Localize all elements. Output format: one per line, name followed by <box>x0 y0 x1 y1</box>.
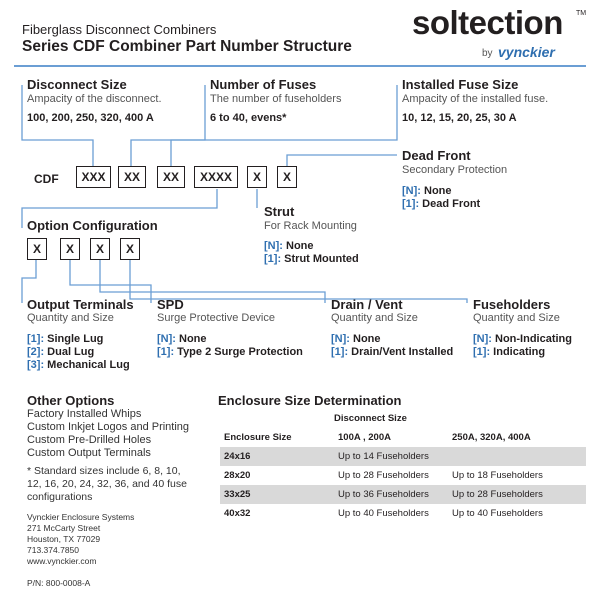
part-box-fuses: XX <box>118 166 146 188</box>
enclosure-group-header: Disconnect Size <box>334 413 407 424</box>
spd-label-none: None <box>175 333 207 345</box>
fuseholders-desc: Quantity and Size <box>473 312 560 324</box>
table-row <box>220 504 586 523</box>
disconnect-size-title: Disconnect Size <box>27 77 127 92</box>
spd-code-n: [N]: <box>157 333 176 345</box>
address-line: 713.374.7850 <box>27 545 79 555</box>
output-terminals-option-1 <box>27 333 103 345</box>
option-configuration-title: Option Configuration <box>27 218 158 233</box>
table-row <box>220 466 586 485</box>
number-of-fuses-values: 6 to 40, evens* <box>210 112 287 124</box>
other-options-title: Other Options <box>27 393 115 408</box>
part-prefix: CDF <box>34 172 59 186</box>
part-number-label: P/N: 800-0008-A <box>27 578 91 588</box>
part-box-disconnect: XXX <box>76 166 111 188</box>
other-options-list <box>27 408 189 460</box>
option-box-output-terminals: X <box>27 238 47 260</box>
number-of-fuses-desc: The number of fuseholders <box>210 93 342 105</box>
spd-label-1: Type 2 Surge Protection <box>174 346 303 358</box>
output-terminals-label-1: Single Lug <box>44 333 104 345</box>
drain-vent-option-none <box>331 333 381 345</box>
other-option-item: Custom Inkjet Logos and Printing <box>27 421 190 433</box>
part-box-fuse-size: XX <box>157 166 185 188</box>
enclosure-table <box>220 428 586 523</box>
logo-wordmark: soltection <box>412 4 563 41</box>
part-box-strut: X <box>247 166 267 188</box>
fuseholders-option-1 <box>473 346 545 358</box>
installed-fuse-size-title: Installed Fuse Size <box>402 77 519 92</box>
fuseholders-code-n: [N]: <box>473 333 492 345</box>
strut-title: Strut <box>264 204 295 219</box>
drain-vent-label-none: None <box>349 333 381 345</box>
logo-trademark: TM <box>576 10 587 17</box>
dead-front-code-1: [1]: <box>402 198 420 210</box>
enclosure-size-cell: 33x25 <box>220 485 334 504</box>
col-header: 100A , 200A <box>338 432 391 443</box>
output-terminals-label-3: Mechanical Lug <box>44 359 130 371</box>
dead-front-option-none <box>402 185 452 197</box>
other-option-item: Custom Pre-Drilled Holes <box>27 434 152 446</box>
document-title: Series CDF Combiner Part Number Structure <box>22 38 352 55</box>
table-cell: Up to 28 Fuseholders <box>448 485 586 504</box>
address-line: Vynckier Enclosure Systems <box>27 512 135 522</box>
installed-fuse-size-desc: Ampacity of the installed fuse. <box>402 93 549 105</box>
dead-front-option-1 <box>402 198 480 210</box>
fuseholders-code-1: [1]: <box>473 346 491 358</box>
number-of-fuses-title: Number of Fuses <box>210 77 317 92</box>
table-cell: Up to 14 Fuseholders <box>334 447 448 466</box>
dead-front-code-n: [N]: <box>402 185 421 197</box>
enclosure-size-cell: 40x32 <box>224 508 251 519</box>
output-terminals-desc: Quantity and Size <box>27 312 114 324</box>
output-terminals-label-2: Dual Lug <box>44 346 95 358</box>
enclosure-header-row <box>220 428 586 447</box>
footnote: * Standard sizes include 6, 8, 10, 12, 16, 20, 24, 32, 36, and 40 fuse configurations <box>27 465 187 503</box>
fuseholders-title: Fuseholders <box>473 297 551 312</box>
output-terminals-title: Output Terminals <box>27 297 134 312</box>
other-option-item: Factory Installed Whips <box>27 408 142 420</box>
part-box-options: XXXX <box>194 166 238 188</box>
output-terminals-option-3 <box>27 359 130 371</box>
strut-label-none: None <box>282 240 314 252</box>
spd-code-1: [1]: <box>157 346 175 358</box>
part-box-dead-front: X <box>277 166 297 188</box>
dead-front-label-1: Dead Front <box>419 198 481 210</box>
drain-vent-label-1: Drain/Vent Installed <box>348 346 454 358</box>
drain-vent-title: Drain / Vent <box>331 297 403 312</box>
disconnect-size-desc: Ampacity of the disconnect. <box>27 93 162 105</box>
strut-code-n: [N]: <box>264 240 283 252</box>
table-cell: Up to 36 Fuseholders <box>334 485 448 504</box>
dead-front-desc: Secondary Protection <box>402 164 508 176</box>
document-subtitle: Fiberglass Disconnect Combiners <box>22 22 217 37</box>
option-box-spd: X <box>60 238 80 260</box>
strut-code-1: [1]: <box>264 253 282 265</box>
disconnect-size-values: 100, 200, 250, 320, 400 A <box>27 112 154 124</box>
dead-front-title: Dead Front <box>402 148 471 163</box>
fuseholders-label-none: Non-Indicating <box>491 333 572 345</box>
spd-title: SPD <box>157 297 184 312</box>
enclosure-size-cell: 24x16 <box>220 447 334 466</box>
output-terminals-code-2: [2]: <box>27 346 45 358</box>
spd-option-1 <box>157 346 303 358</box>
table-cell: Up to 40 Fuseholders <box>452 508 543 519</box>
fuseholders-label-1: Indicating <box>490 346 546 358</box>
table-row <box>220 447 586 466</box>
logo-by: by <box>482 48 493 59</box>
strut-label-1: Strut Mounted <box>281 253 359 265</box>
drain-vent-code-1: [1]: <box>331 346 349 358</box>
col-header: 250A, 320A, 400A <box>452 432 531 443</box>
drain-vent-desc: Quantity and Size <box>331 312 418 324</box>
output-terminals-option-2 <box>27 346 94 358</box>
spd-option-none <box>157 333 207 345</box>
enclosure-title: Enclosure Size Determination <box>218 393 402 408</box>
dead-front-label-none: None <box>420 185 452 197</box>
enclosure-size-cell: 28x20 <box>224 470 251 481</box>
strut-option-none <box>264 240 314 252</box>
table-row <box>220 485 586 504</box>
option-box-drain-vent: X <box>90 238 110 260</box>
table-cell: Up to 28 Fuseholders <box>338 470 429 481</box>
drain-vent-code-n: [N]: <box>331 333 350 345</box>
table-cell: Up to 18 Fuseholders <box>452 470 543 481</box>
option-box-fuseholders: X <box>120 238 140 260</box>
table-cell: Up to 40 Fuseholders <box>338 508 429 519</box>
strut-option-1 <box>264 253 359 265</box>
col-header: Enclosure Size <box>224 432 292 443</box>
address-line: 271 McCarty Street <box>27 523 101 533</box>
company-address <box>27 512 134 567</box>
spd-desc: Surge Protective Device <box>157 312 275 324</box>
address-line[interactable]: www.vynckier.com <box>27 556 97 566</box>
strut-desc: For Rack Mounting <box>264 220 357 232</box>
table-cell <box>448 447 586 466</box>
address-line: Houston, TX 77029 <box>27 534 101 544</box>
logo-brand: vynckier <box>498 44 555 60</box>
fuseholders-option-none <box>473 333 572 345</box>
drain-vent-option-1 <box>331 346 453 358</box>
output-terminals-code-3: [3]: <box>27 359 45 371</box>
installed-fuse-size-values: 10, 12, 15, 20, 25, 30 A <box>402 112 517 124</box>
other-option-item: Custom Output Terminals <box>27 447 151 459</box>
output-terminals-code-1: [1]: <box>27 333 45 345</box>
